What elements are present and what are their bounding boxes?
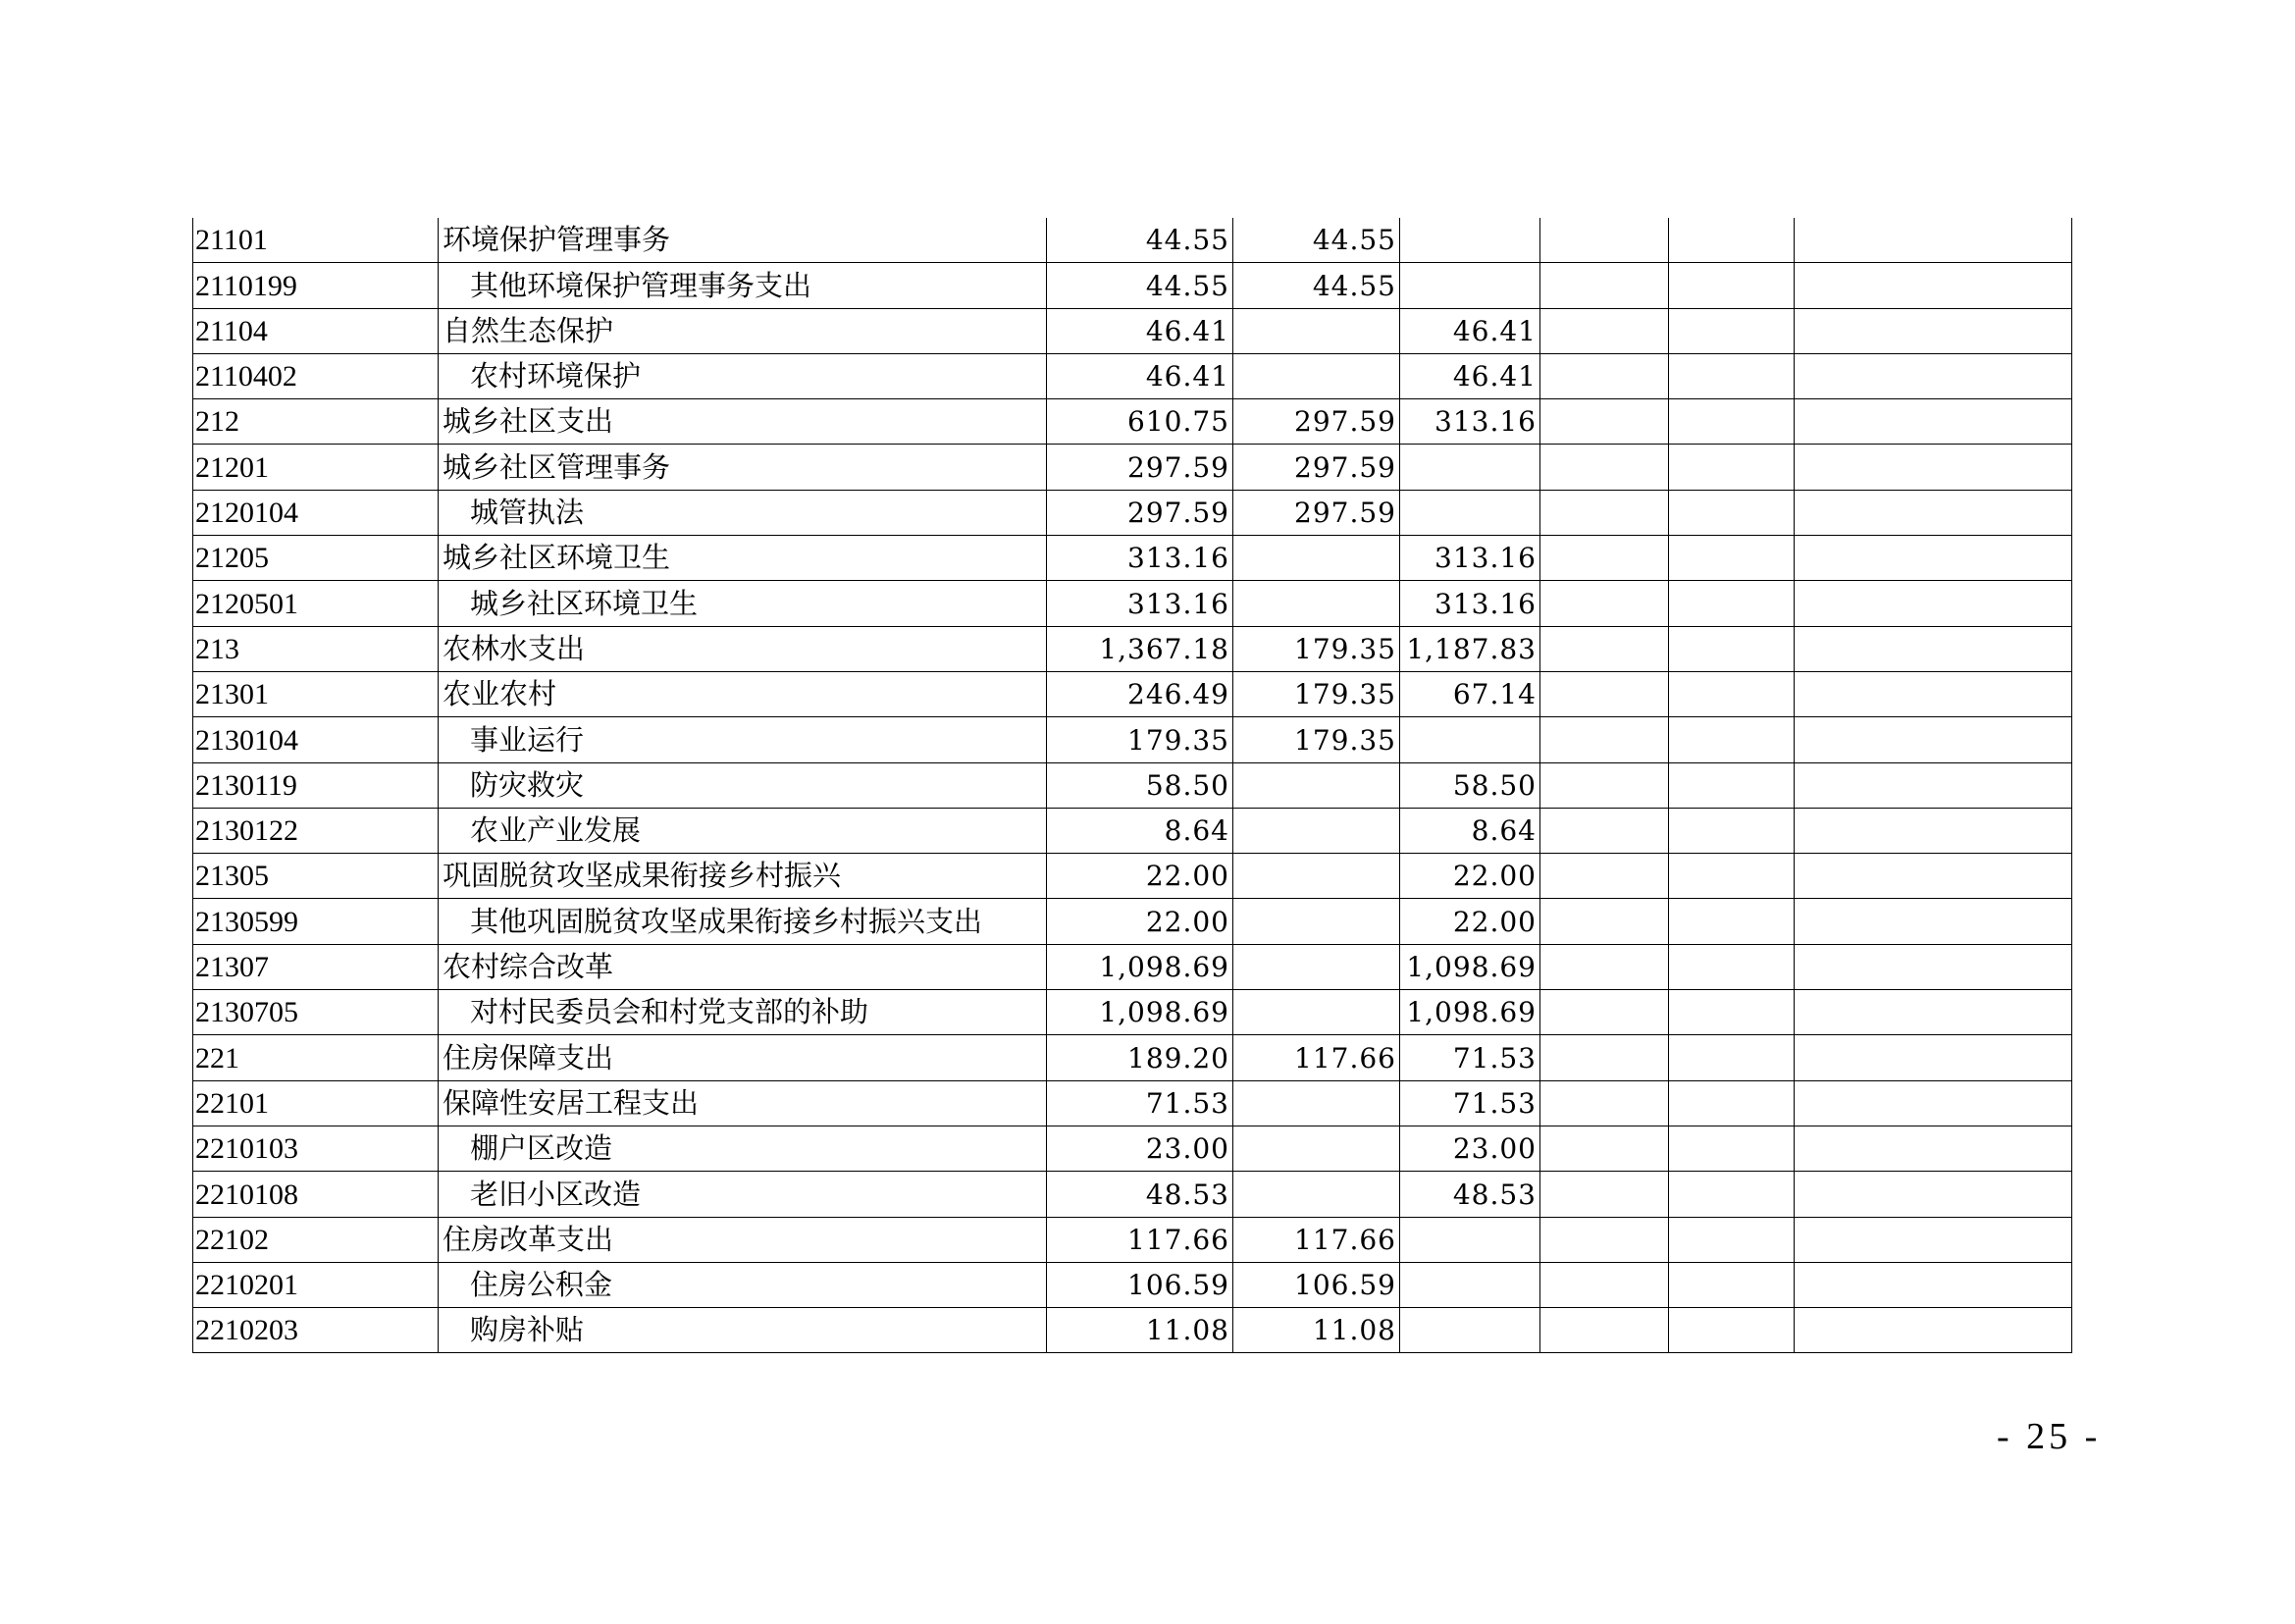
subject-code-cell: 21104 <box>193 308 439 353</box>
subject-name-cell: 农林水支出 <box>439 626 1047 671</box>
basic-expenditure-cell: 117.66 <box>1233 1217 1400 1262</box>
empty-cell <box>1795 353 2072 398</box>
subject-code-cell: 2130119 <box>193 762 439 808</box>
empty-cell <box>1795 808 2072 853</box>
empty-cell <box>1669 1080 1795 1126</box>
subject-name-cell: 其他巩固脱贫攻坚成果衔接乡村振兴支出 <box>439 899 1047 944</box>
empty-cell <box>1669 808 1795 853</box>
total-amount-cell: 44.55 <box>1047 263 1233 308</box>
empty-cell <box>1795 218 2072 263</box>
table-row <box>193 990 2072 1035</box>
empty-cell <box>1540 1308 1669 1353</box>
subject-name-cell: 保障性安居工程支出 <box>439 1080 1047 1126</box>
subject-name-cell: 对村民委员会和村党支部的补助 <box>439 990 1047 1035</box>
subject-name-cell: 农村环境保护 <box>439 353 1047 398</box>
total-amount-cell: 22.00 <box>1047 899 1233 944</box>
subject-name-cell: 防灾救灾 <box>439 762 1047 808</box>
subject-code-cell: 2210201 <box>193 1262 439 1307</box>
total-amount-cell: 1,367.18 <box>1047 626 1233 671</box>
subject-code-cell: 2110199 <box>193 263 439 308</box>
empty-cell <box>1669 717 1795 762</box>
project-expenditure-cell <box>1400 218 1540 263</box>
basic-expenditure-cell <box>1233 990 1400 1035</box>
basic-expenditure-cell: 297.59 <box>1233 490 1400 535</box>
total-amount-cell: 610.75 <box>1047 399 1233 445</box>
project-expenditure-cell: 22.00 <box>1400 854 1540 899</box>
project-expenditure-cell: 313.16 <box>1400 536 1540 581</box>
empty-cell <box>1540 626 1669 671</box>
table-row <box>193 536 2072 581</box>
empty-cell <box>1540 536 1669 581</box>
total-amount-cell: 11.08 <box>1047 1308 1233 1353</box>
total-amount-cell: 22.00 <box>1047 854 1233 899</box>
basic-expenditure-cell <box>1233 899 1400 944</box>
project-expenditure-cell: 313.16 <box>1400 581 1540 626</box>
subject-name-cell: 环境保护管理事务 <box>439 218 1047 263</box>
table-row <box>193 581 2072 626</box>
subject-code-cell: 2130705 <box>193 990 439 1035</box>
empty-cell <box>1669 944 1795 989</box>
basic-expenditure-cell: 179.35 <box>1233 717 1400 762</box>
empty-cell <box>1669 536 1795 581</box>
subject-code-cell: 21301 <box>193 671 439 716</box>
subject-name-cell: 事业运行 <box>439 717 1047 762</box>
project-expenditure-cell: 23.00 <box>1400 1126 1540 1171</box>
project-expenditure-cell: 1,098.69 <box>1400 990 1540 1035</box>
empty-cell <box>1795 536 2072 581</box>
total-amount-cell: 58.50 <box>1047 762 1233 808</box>
empty-cell <box>1540 1262 1669 1307</box>
project-expenditure-cell <box>1400 1262 1540 1307</box>
project-expenditure-cell: 313.16 <box>1400 399 1540 445</box>
table-row <box>193 490 2072 535</box>
basic-expenditure-cell <box>1233 536 1400 581</box>
empty-cell <box>1795 1172 2072 1217</box>
total-amount-cell: 23.00 <box>1047 1126 1233 1171</box>
empty-cell <box>1669 762 1795 808</box>
empty-cell <box>1540 671 1669 716</box>
basic-expenditure-cell <box>1233 1126 1400 1171</box>
total-amount-cell: 117.66 <box>1047 1217 1233 1262</box>
empty-cell <box>1795 308 2072 353</box>
empty-cell <box>1540 899 1669 944</box>
basic-expenditure-cell <box>1233 808 1400 853</box>
subject-name-cell: 城管执法 <box>439 490 1047 535</box>
subject-code-cell: 21101 <box>193 218 439 263</box>
empty-cell <box>1669 399 1795 445</box>
table-row <box>193 762 2072 808</box>
subject-name-cell: 购房补贴 <box>439 1308 1047 1353</box>
total-amount-cell: 106.59 <box>1047 1262 1233 1307</box>
empty-cell <box>1540 1126 1669 1171</box>
basic-expenditure-cell <box>1233 1080 1400 1126</box>
total-amount-cell: 48.53 <box>1047 1172 1233 1217</box>
empty-cell <box>1669 581 1795 626</box>
empty-cell <box>1795 1126 2072 1171</box>
subject-code-cell: 213 <box>193 626 439 671</box>
table-row <box>193 854 2072 899</box>
subject-code-cell: 2120104 <box>193 490 439 535</box>
project-expenditure-cell: 46.41 <box>1400 308 1540 353</box>
total-amount-cell: 46.41 <box>1047 308 1233 353</box>
empty-cell <box>1540 490 1669 535</box>
empty-cell <box>1669 671 1795 716</box>
subject-code-cell: 2120501 <box>193 581 439 626</box>
project-expenditure-cell: 71.53 <box>1400 1035 1540 1080</box>
empty-cell <box>1795 1262 2072 1307</box>
project-expenditure-cell <box>1400 490 1540 535</box>
project-expenditure-cell: 71.53 <box>1400 1080 1540 1126</box>
basic-expenditure-cell: 117.66 <box>1233 1035 1400 1080</box>
project-expenditure-cell: 1,098.69 <box>1400 944 1540 989</box>
subject-code-cell: 22102 <box>193 1217 439 1262</box>
budget-table <box>192 218 2072 1353</box>
empty-cell <box>1795 1308 2072 1353</box>
total-amount-cell: 8.64 <box>1047 808 1233 853</box>
subject-name-cell: 城乡社区环境卫生 <box>439 581 1047 626</box>
total-amount-cell: 297.59 <box>1047 445 1233 490</box>
subject-code-cell: 2210203 <box>193 1308 439 1353</box>
project-expenditure-cell: 1,187.83 <box>1400 626 1540 671</box>
total-amount-cell: 46.41 <box>1047 353 1233 398</box>
basic-expenditure-cell <box>1233 854 1400 899</box>
subject-code-cell: 2130122 <box>193 808 439 853</box>
page-number: - 25 - <box>1997 1416 2102 1457</box>
empty-cell <box>1795 990 2072 1035</box>
basic-expenditure-cell <box>1233 1172 1400 1217</box>
empty-cell <box>1795 854 2072 899</box>
empty-cell <box>1540 445 1669 490</box>
subject-code-cell: 212 <box>193 399 439 445</box>
subject-code-cell: 22101 <box>193 1080 439 1126</box>
empty-cell <box>1540 808 1669 853</box>
empty-cell <box>1540 854 1669 899</box>
project-expenditure-cell: 22.00 <box>1400 899 1540 944</box>
total-amount-cell: 44.55 <box>1047 218 1233 263</box>
subject-code-cell: 21201 <box>193 445 439 490</box>
empty-cell <box>1795 399 2072 445</box>
subject-code-cell: 2110402 <box>193 353 439 398</box>
empty-cell <box>1669 1172 1795 1217</box>
empty-cell <box>1669 990 1795 1035</box>
table-row <box>193 899 2072 944</box>
total-amount-cell: 297.59 <box>1047 490 1233 535</box>
project-expenditure-cell: 58.50 <box>1400 762 1540 808</box>
empty-cell <box>1540 762 1669 808</box>
table-row <box>193 1126 2072 1171</box>
empty-cell <box>1795 944 2072 989</box>
subject-name-cell: 城乡社区支出 <box>439 399 1047 445</box>
total-amount-cell: 313.16 <box>1047 536 1233 581</box>
subject-name-cell: 住房保障支出 <box>439 1035 1047 1080</box>
empty-cell <box>1540 353 1669 398</box>
table-row <box>193 1217 2072 1262</box>
empty-cell <box>1795 263 2072 308</box>
subject-code-cell: 2210103 <box>193 1126 439 1171</box>
empty-cell <box>1795 445 2072 490</box>
empty-cell <box>1540 944 1669 989</box>
table-row <box>193 717 2072 762</box>
subject-code-cell: 2210108 <box>193 1172 439 1217</box>
empty-cell <box>1540 717 1669 762</box>
empty-cell <box>1795 1035 2072 1080</box>
subject-name-cell: 农业农村 <box>439 671 1047 716</box>
table-row <box>193 399 2072 445</box>
empty-cell <box>1669 218 1795 263</box>
empty-cell <box>1669 1262 1795 1307</box>
table-row <box>193 308 2072 353</box>
subject-code-cell: 2130104 <box>193 717 439 762</box>
subject-name-cell: 老旧小区改造 <box>439 1172 1047 1217</box>
subject-code-cell: 21205 <box>193 536 439 581</box>
subject-name-cell: 自然生态保护 <box>439 308 1047 353</box>
table-row <box>193 1035 2072 1080</box>
table-row <box>193 263 2072 308</box>
empty-cell <box>1540 263 1669 308</box>
subject-name-cell: 住房公积金 <box>439 1262 1047 1307</box>
empty-cell <box>1669 1308 1795 1353</box>
basic-expenditure-cell: 179.35 <box>1233 626 1400 671</box>
project-expenditure-cell: 67.14 <box>1400 671 1540 716</box>
basic-expenditure-cell: 179.35 <box>1233 671 1400 716</box>
table-row <box>193 1262 2072 1307</box>
empty-cell <box>1669 854 1795 899</box>
empty-cell <box>1669 353 1795 398</box>
empty-cell <box>1795 490 2072 535</box>
empty-cell <box>1669 626 1795 671</box>
table-row <box>193 626 2072 671</box>
empty-cell <box>1669 1217 1795 1262</box>
empty-cell <box>1540 990 1669 1035</box>
subject-name-cell: 其他环境保护管理事务支出 <box>439 263 1047 308</box>
project-expenditure-cell <box>1400 1217 1540 1262</box>
empty-cell <box>1669 899 1795 944</box>
subject-code-cell: 21307 <box>193 944 439 989</box>
empty-cell <box>1540 1035 1669 1080</box>
total-amount-cell: 1,098.69 <box>1047 944 1233 989</box>
table-row <box>193 445 2072 490</box>
empty-cell <box>1540 1217 1669 1262</box>
empty-cell <box>1669 1126 1795 1171</box>
table-row <box>193 1308 2072 1353</box>
empty-cell <box>1540 1080 1669 1126</box>
empty-cell <box>1540 1172 1669 1217</box>
table-row <box>193 1172 2072 1217</box>
basic-expenditure-cell <box>1233 944 1400 989</box>
subject-name-cell: 农村综合改革 <box>439 944 1047 989</box>
table-row <box>193 353 2072 398</box>
empty-cell <box>1795 899 2072 944</box>
subject-name-cell: 住房改革支出 <box>439 1217 1047 1262</box>
subject-name-cell: 棚户区改造 <box>439 1126 1047 1171</box>
subject-code-cell: 21305 <box>193 854 439 899</box>
basic-expenditure-cell <box>1233 581 1400 626</box>
project-expenditure-cell <box>1400 263 1540 308</box>
subject-name-cell: 巩固脱贫攻坚成果衔接乡村振兴 <box>439 854 1047 899</box>
total-amount-cell: 1,098.69 <box>1047 990 1233 1035</box>
project-expenditure-cell <box>1400 1308 1540 1353</box>
basic-expenditure-cell <box>1233 353 1400 398</box>
table-row <box>193 1080 2072 1126</box>
total-amount-cell: 189.20 <box>1047 1035 1233 1080</box>
project-expenditure-cell <box>1400 445 1540 490</box>
total-amount-cell: 71.53 <box>1047 1080 1233 1126</box>
total-amount-cell: 246.49 <box>1047 671 1233 716</box>
table-row <box>193 218 2072 263</box>
empty-cell <box>1669 1035 1795 1080</box>
project-expenditure-cell <box>1400 717 1540 762</box>
table-row <box>193 944 2072 989</box>
table-row <box>193 808 2072 853</box>
project-expenditure-cell: 48.53 <box>1400 1172 1540 1217</box>
subject-code-cell: 221 <box>193 1035 439 1080</box>
empty-cell <box>1540 308 1669 353</box>
project-expenditure-cell: 46.41 <box>1400 353 1540 398</box>
table-row <box>193 671 2072 716</box>
subject-code-cell: 2130599 <box>193 899 439 944</box>
empty-cell <box>1795 671 2072 716</box>
basic-expenditure-cell: 106.59 <box>1233 1262 1400 1307</box>
subject-name-cell: 农业产业发展 <box>439 808 1047 853</box>
empty-cell <box>1669 263 1795 308</box>
empty-cell <box>1795 626 2072 671</box>
empty-cell <box>1795 581 2072 626</box>
table-body <box>193 218 2072 1353</box>
subject-name-cell: 城乡社区环境卫生 <box>439 536 1047 581</box>
empty-cell <box>1795 762 2072 808</box>
empty-cell <box>1795 1080 2072 1126</box>
subject-name-cell: 城乡社区管理事务 <box>439 445 1047 490</box>
basic-expenditure-cell <box>1233 762 1400 808</box>
empty-cell <box>1795 717 2072 762</box>
basic-expenditure-cell: 297.59 <box>1233 445 1400 490</box>
empty-cell <box>1669 308 1795 353</box>
empty-cell <box>1540 399 1669 445</box>
total-amount-cell: 313.16 <box>1047 581 1233 626</box>
empty-cell <box>1540 581 1669 626</box>
basic-expenditure-cell: 44.55 <box>1233 263 1400 308</box>
project-expenditure-cell: 8.64 <box>1400 808 1540 853</box>
total-amount-cell: 179.35 <box>1047 717 1233 762</box>
empty-cell <box>1669 445 1795 490</box>
basic-expenditure-cell <box>1233 308 1400 353</box>
basic-expenditure-cell: 11.08 <box>1233 1308 1400 1353</box>
basic-expenditure-cell: 297.59 <box>1233 399 1400 445</box>
empty-cell <box>1669 490 1795 535</box>
empty-cell <box>1795 1217 2072 1262</box>
basic-expenditure-cell: 44.55 <box>1233 218 1400 263</box>
empty-cell <box>1540 218 1669 263</box>
